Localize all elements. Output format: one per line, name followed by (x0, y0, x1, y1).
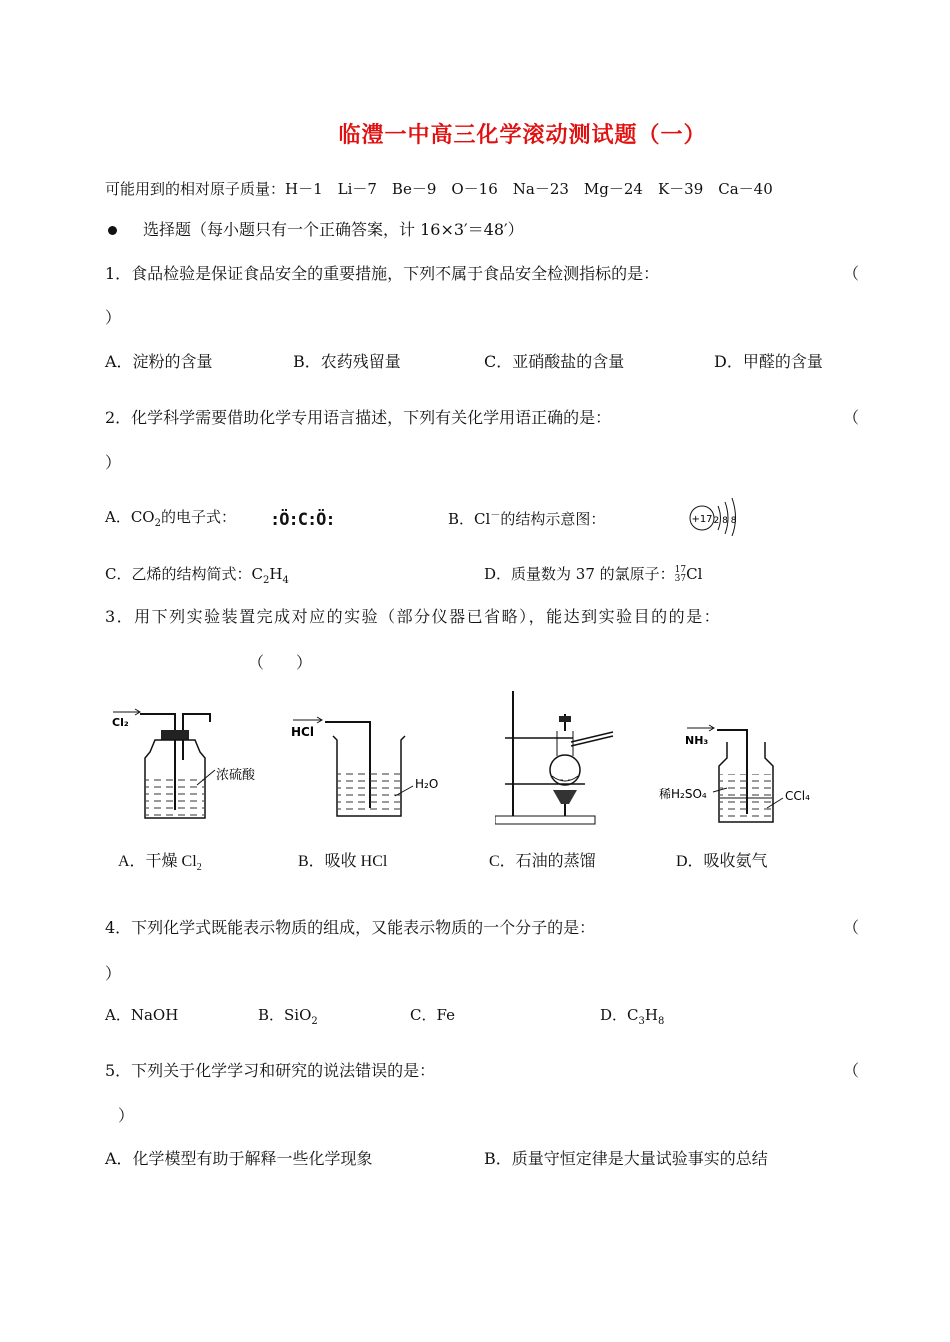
q2-paren-close: ） (105, 453, 122, 472)
q1-paren-close: ） (105, 308, 122, 327)
q1-stem: 1．食品检验是保证食品安全的重要措施，下列不属于食品安全检测指标的是： (105, 264, 660, 283)
q2-option-d-sup: 17 (674, 565, 687, 575)
q4-paren-open: （ (843, 918, 860, 937)
q4-option-d-c: D．C (600, 1006, 639, 1024)
q2-option-b (448, 506, 605, 529)
q4-paren-close: ） (105, 964, 122, 983)
cl2-label: Cl₂ (112, 716, 129, 729)
ccl4-label: CCl₄ (785, 789, 810, 803)
q2-option-d-element: Cl (686, 565, 703, 583)
q4-option-d-h: H (644, 1006, 658, 1024)
q4-option-b-sub: 2 (311, 1016, 318, 1027)
q3-option-a-sub: 2 (196, 862, 202, 874)
q2-option-d (484, 563, 702, 584)
q4-option-c: C．Fe (410, 1006, 455, 1024)
q4-stem: 4．下列化学式既能表示物质的组成，又能表示物质的一个分子的是： (105, 918, 596, 937)
q4-option-d-sub1: 3 (638, 1016, 645, 1027)
co2-electron-formula: :Ö:C:Ö: (270, 510, 335, 530)
nucleus-label: +17 (691, 514, 713, 525)
q5-paren-open: （ (843, 1061, 860, 1080)
h2o-label: H₂O (415, 777, 439, 791)
q5-option-b: B．质量守恒定律是大量试验事实的总结 (484, 1149, 768, 1168)
q2-option-b-suffix: 的结构示意图： (500, 510, 606, 528)
q3-option-b: B．吸收 HCl (298, 853, 388, 870)
q2-option-d-prefix: D．质量数为 37 的氯原子： (484, 565, 675, 583)
q5-option-a: A．化学模型有助于解释一些化学现象 (105, 1149, 373, 1168)
q4-option-d (600, 1004, 664, 1027)
section-header (108, 217, 524, 240)
q2-option-a-sub: 2 (154, 518, 161, 529)
apparatus-a-drying-bottle (105, 700, 275, 830)
q4-option-b-text: B．SiO (258, 1006, 312, 1024)
q2-option-c-sub1: 2 (262, 575, 270, 586)
q3-stem: 3．用下列实验装置完成对应的实验（部分仪器已省略），能达到实验目的的是： (105, 607, 722, 626)
q4-option-a: A．NaOH (105, 1006, 179, 1024)
q3-option-a-text: A．干燥 Cl (118, 853, 197, 870)
apparatus-d-ammonia-absorption (655, 722, 830, 830)
q2-option-c-prefix: C．乙烯的结构简式：C (105, 565, 263, 583)
q2-option-c-sub2: 4 (282, 575, 289, 586)
q2-option-a-suffix: 的电子式： (160, 508, 236, 526)
q3-option-a (118, 848, 202, 873)
q1-option-a: A．淀粉的含量 (105, 352, 213, 371)
q4-option-b (258, 1004, 318, 1027)
q2-option-b-sup: － (490, 510, 501, 521)
q2-option-b-prefix: B．Cl (448, 510, 491, 528)
section-header-text: 选择题（每小题只有一个正确答案，计 16×3′＝48′） (143, 220, 524, 239)
q5-paren-close: ） (118, 1106, 135, 1125)
cl-ion-structure-diagram (680, 492, 750, 536)
q2-paren-open: （ (843, 408, 860, 427)
q3-option-c: C．石油的蒸馏 (489, 853, 596, 870)
atomic-masses: 可能用到的相对原子质量：H－1 Li－7 Be－9 O－16 Na－23 Mg－24 K－39 Ca－40 (105, 180, 773, 198)
apparatus-c-distillation (495, 686, 635, 831)
q2-option-a-prefix: A．CO (105, 508, 155, 526)
q2-stem: 2．化学科学需要借助化学专用语言描述，下列有关化学用语正确的是： (105, 408, 612, 427)
dil-h2so4-label: 稀H₂SO₄ (659, 787, 707, 801)
q1-option-b: B．农药残留量 (293, 352, 401, 371)
q1-paren-open: （ (843, 264, 860, 283)
q5-stem: 5．下列关于化学学习和研究的说法错误的是： (105, 1061, 436, 1080)
q2-option-c (105, 563, 289, 586)
apparatus-b-beaker (285, 708, 455, 828)
bullet-icon (108, 226, 117, 235)
page-title: 临澧一中高三化学滚动测试题（一） (338, 122, 707, 148)
q2-option-a (105, 506, 236, 529)
q1-option-c: C．亚硝酸盐的含量 (484, 352, 625, 371)
q3-paren: （ ） (248, 653, 313, 672)
nh3-label: NH₃ (685, 734, 709, 747)
q3-option-d: D．吸收氨气 (676, 853, 768, 870)
q1-option-d: D．甲醛的含量 (714, 352, 823, 371)
q2-option-c-mid: H (269, 565, 283, 583)
q2-option-d-sub: 37 (674, 574, 687, 584)
hcl-label: HCl (291, 725, 314, 739)
conc-h2so4-label: 浓硫酸 (216, 768, 256, 783)
shell-labels: 2 8 8 (713, 516, 737, 526)
q4-option-d-sub2: 8 (657, 1016, 665, 1027)
